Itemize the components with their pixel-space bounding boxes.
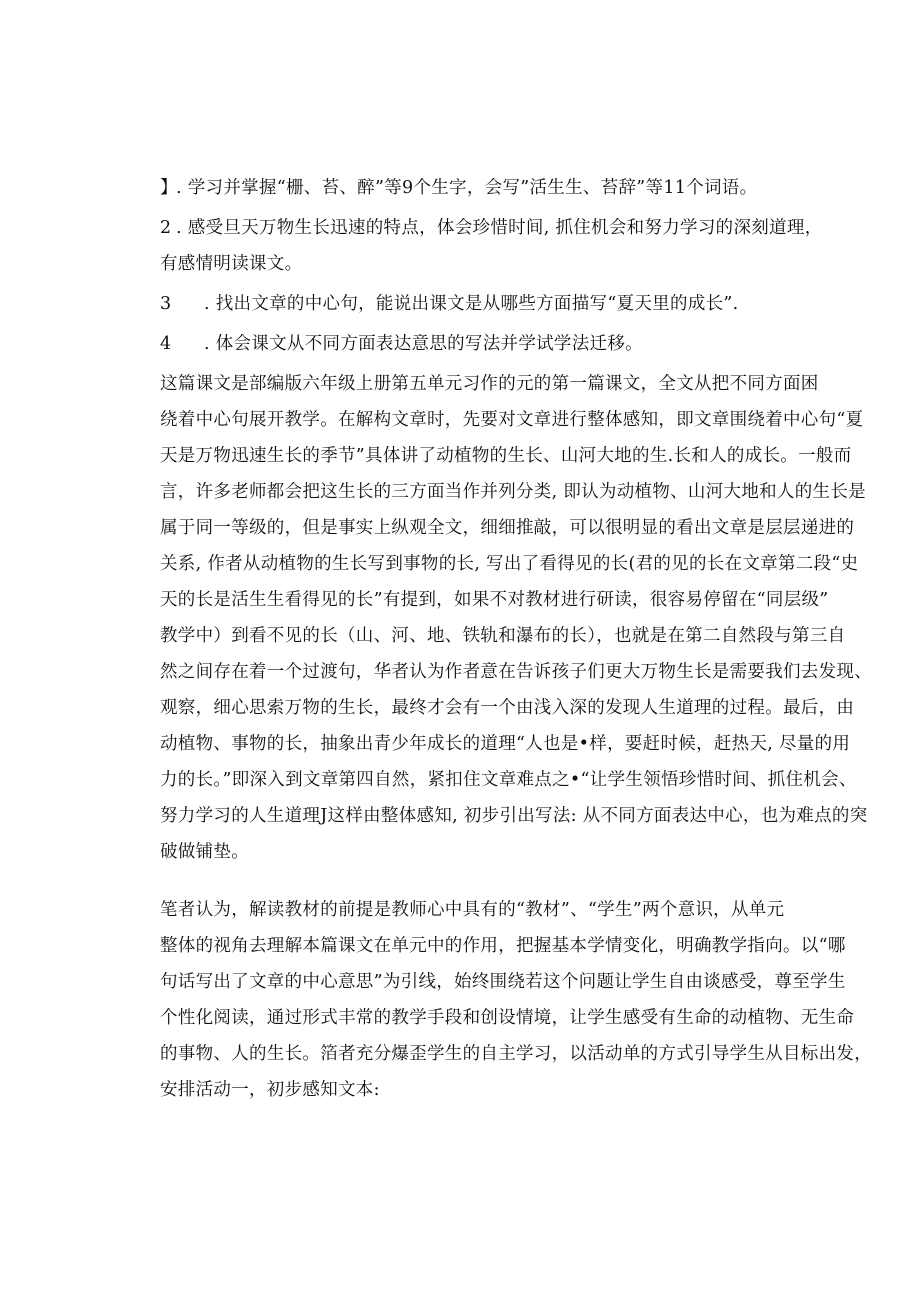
text-line: 这篇课文是部编版六年级上册第五单元习作的元的第一篇课文，全文从把不同方面困 [160,374,819,394]
text-line: 属于同一等级的，但是事实上纵观全文，细细推敲，可以很明显的看出文章是层层递进的 [160,518,855,538]
document-body [160,170,872,1108]
objective-number: 4 [160,334,172,354]
objective-item [160,326,790,362]
text-line: 观察，细心思索万物的生长，最终才会有一个由浅入深的发现人生道理的过程。最后，由 [160,698,855,718]
text-line: 整体的视角去理解本篇课文在单元中的作用，把握基本学情变化，明确教学指向。以“哪 [160,936,846,956]
objective-continuation [160,246,790,282]
text-line: 个性化阅读，通过形式丰常的教学手段和创设情境，让学生感受有生命的动植物、无生命 [160,1008,855,1028]
paragraph-gap [160,870,790,892]
text-line: 安排活动一，初步感知文本: [160,1080,380,1100]
text-line: 天的长是活生生看得见的长”有提到，如果不对教材进行研读，很容易停留在“同层级” [160,590,829,610]
text-line: 关系, 作者从动植物的生长写到事物的长, 写出了看得见的长(君的见的长在文章第二段“史 [160,554,859,574]
text-line: 言，许多老师都会把这生长的三方面当作并列分类, 即认为动植物、山河大地和人的生长是 [160,482,866,502]
text-line: 笔者认为，解读教材的前提是教师心中具有的“教材”、“学生”两个意识，从单元 [160,900,785,920]
text-line: 力的长。”即深入到文章第四自然，紧扣住文章难点之•“让学生领悟珍惜时间、抓住机会、 [160,770,857,790]
objective-number: 】 [160,178,178,198]
text-line: 的事物、人的生长。箔者充分爆歪学生的自主学习，以活动单的方式引导学生从目标出发， [160,1044,872,1064]
text-line: 句话写出了文章的中心意思”为引线，始终围绕若这个问题让学生自由谈感受，尊至学生 [160,972,846,992]
objective-number: 2 [160,218,172,238]
text-line: 绕着中心句展开教学。在解构文章时，先要对文章进行整体感知，即文章围绕着中心句“夏 [160,410,864,430]
learning-objectives [160,170,823,362]
text-line: 天是万物迅速生长的季节”具体讲了动植物的生长、山河大地的生.长和人的成长。一般而 [160,446,852,466]
objective-text: 有感情明读课文。 [160,254,303,274]
objective-text: . 体会课文从不同方面表达意思的写法并学试学法迁移。 [204,334,643,354]
text-line: 努力学习的人生道理J这样由整体感知, 初步引出写法: 从不同方面表达中心，也为难点的突 [160,806,868,826]
text-line: 破做铺垫。 [160,842,249,862]
objective-item [160,210,823,246]
paragraph-author-view [160,892,872,1108]
paragraph-analysis [160,366,872,870]
objective-text: . 感受旦天万物生长迅速的特点，体会珍惜时间, 抓住机会和努力学习的深刻道理， [176,218,823,238]
text-line: 动植物、事物的长，抽象出青少年成长的道理“人也是•样，要赶时候，赶热天, 尽量的用 [160,734,851,754]
objective-number: 3 [160,294,172,314]
text-line: 教学中）到看不见的长（山、河、地、铁轨和瀑布的长），也就是在第二自然段与第三自 [160,626,846,646]
objective-item [160,286,790,322]
text-line: 然之间存在着一个过渡句，华者认为作者意在告诉孩子们更大万物生长是需要我们去发现、 [160,662,872,682]
objective-text: . 找出文章的中心句，能说出课文是从哪些方面描写“夏天里的成长”. [204,294,739,314]
objective-item [160,170,790,206]
objective-text: . 学习并掌握“栅、苔、醉”等9个生字，会写”活生生、苔辞”等11个词语。 [176,178,758,198]
